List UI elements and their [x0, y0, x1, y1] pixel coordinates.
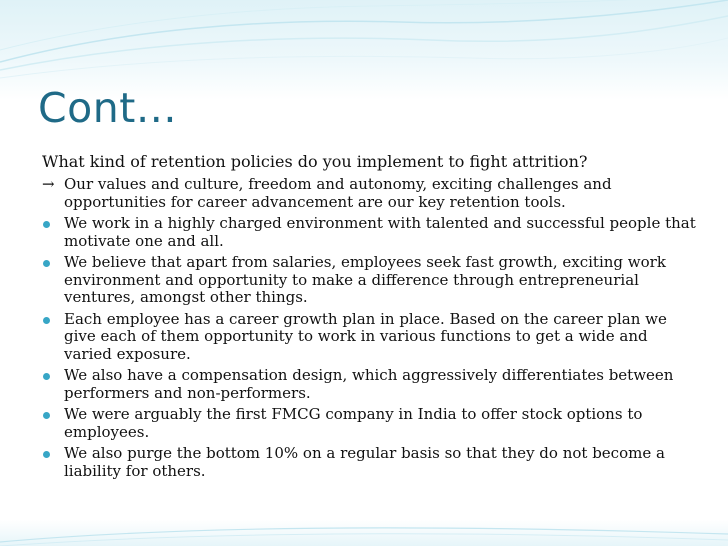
arrow-item-text: Our values and culture, freedom and autonomy, exciting challenges and opportunities for career advancement are our key retention tools. [64, 175, 612, 211]
arrow-list-item [42, 176, 697, 211]
list-item-text: We believe that apart from salaries, employees seek fast growth, exciting work environment and opportunity to make a difference through entrepreneurial ventures, amongst other things. [64, 253, 666, 306]
wave-decoration-bottom [0, 520, 728, 546]
list-item [42, 406, 697, 441]
bullet-icon [43, 412, 50, 419]
list-item-text: We were arguably the first FMCG company in India to offer stock options to employees. [64, 405, 643, 441]
footer-decoration [0, 520, 728, 546]
list-item-text: We also have a compensation design, which aggressively differentiates between performers and non-performers. [64, 366, 674, 402]
list-item-text: We work in a highly charged environment with talented and successful people that motivate one and all. [64, 214, 696, 250]
bullet-icon [43, 317, 50, 324]
list-item-text: We also purge the bottom 10% on a regular basis so that they do not become a liability for others. [64, 444, 665, 480]
list-item [42, 367, 697, 402]
slide-body [42, 153, 697, 484]
list-item-text: Each employee has a career growth plan in place. Based on the career plan we give each of them opportunity to work in various functions to get a wide and varied exposure. [64, 309, 667, 363]
list-item [42, 445, 697, 480]
bullet-icon [43, 373, 50, 380]
question-text: What kind of retention policies do you implement to fight attrition? [42, 152, 588, 171]
list-item [42, 311, 697, 364]
list-item [42, 254, 697, 307]
bullet-list [42, 215, 697, 480]
slide-title: Cont… [38, 84, 178, 132]
list-item [42, 215, 697, 250]
bullet-icon [43, 451, 50, 458]
right-arrow-icon: → [42, 175, 55, 193]
bullet-icon [43, 260, 50, 267]
bullet-icon [43, 221, 50, 228]
